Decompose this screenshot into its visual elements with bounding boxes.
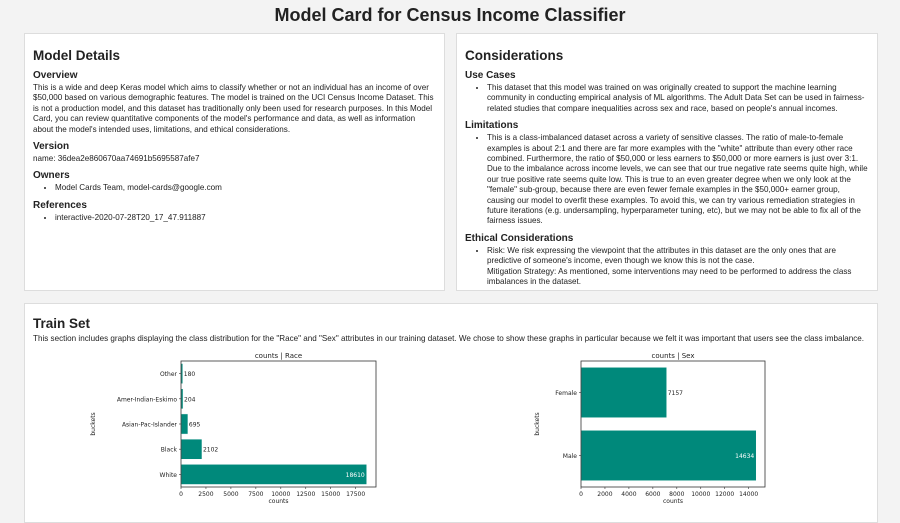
ethical-heading: Ethical Considerations xyxy=(465,232,574,244)
tick-label-x: 8000 xyxy=(669,491,685,498)
limitation-item: • This is a class-imbalanced dataset across a variety of sensitive classes. The ratio of male-to-female examples is about 2:1 and there are far more examples with the "white" attribute than every other race combined. Furthermore, the ratio of $50,000 or less earners to $50,000 or more earners is just over 3:1. Due to the imbalance across income levels, we can see that our true negative rate seems quite high, while our true positive rate seems quite low. This is true to an even greater degree when we only look at the "female" sub-group, because there are even fewer female examples in the $50,000+ earner group, causing our model to overfit these examples. To avoid this, we can try various remediation strategies in future iterations (e.g. undersampling, hyperparameter tuning, etc), but we may not be able to fix all of the fairness issues. xyxy=(487,133,869,227)
owners-heading: Owners xyxy=(33,170,70,182)
x-axis-label: counts xyxy=(268,498,289,505)
use-case-item: • This dataset that this model was trained on was originally created to support the machine learning community in conducting empirical analysis of ML algorithms. The Adult Data Set can be used in fairness-related studies that compare inequalities across sex and race, based on people's annual incomes. xyxy=(487,83,869,114)
tick-label-x: 0 xyxy=(179,491,183,498)
page-title: Model Card for Census Income Classifier xyxy=(274,5,626,25)
y-axis-label: buckets xyxy=(534,412,541,436)
tick-label-x: 2500 xyxy=(198,491,214,498)
race-chart xyxy=(90,350,390,506)
tick-label-x: 5000 xyxy=(223,491,239,498)
data-label: 14634 xyxy=(735,453,755,460)
tick-label-y: White xyxy=(159,471,177,479)
tick-label-x: 2000 xyxy=(597,491,613,498)
y-axis-label: buckets xyxy=(90,412,97,436)
tick-label-x: 15000 xyxy=(321,491,341,498)
tick-label-x: 14000 xyxy=(739,491,759,498)
bar-white xyxy=(181,464,367,484)
ethical-item xyxy=(487,246,869,288)
model-details-card xyxy=(24,33,445,291)
bar-male xyxy=(581,430,756,480)
reference-item: • interactive-2020-07-28T20_17_47.911887 xyxy=(55,213,436,223)
tick-label-y: Black xyxy=(160,446,177,454)
considerations-card xyxy=(456,33,878,291)
overview-text: This is a wide and deep Keras model which aims to classify whether or not an individual has an income of over $50,000 based on various demographic features. The model is trained on the UCI Census Income Dataset. This is not a production model, and this dataset has traditionally only been used for research purposes. In this Model Card, you can review quantitative components of the model's performance and data, as well as information about the model's intended uses, limitations, and ethical considerations. xyxy=(33,83,434,134)
tick-label-x: 0 xyxy=(579,491,583,498)
owner-item: • Model Cards Team, model-cards@google.com xyxy=(55,183,436,193)
tick-label-x: 10000 xyxy=(691,491,711,498)
tick-label-x: 6000 xyxy=(645,491,661,498)
section-heading: Model Details xyxy=(33,48,121,63)
limitations-heading: Limitations xyxy=(465,120,519,132)
mitigation-text: Mitigation Strategy: As mentioned, some interventions may need to be performed to address the class imbalances in the dataset. xyxy=(487,266,852,287)
bar-black xyxy=(181,439,202,459)
data-label: 695 xyxy=(188,421,201,429)
tick-label-y: Male xyxy=(562,453,577,460)
tick-label-y: Other xyxy=(159,371,177,379)
tick-label-x: 7500 xyxy=(248,491,264,498)
data-label: 204 xyxy=(184,396,196,404)
bar-asian-pac-islander xyxy=(181,414,188,434)
tick-label-x: 4000 xyxy=(621,491,637,498)
data-label: 7157 xyxy=(667,390,683,397)
use-cases-heading: Use Cases xyxy=(465,70,516,81)
risk-text: Risk: We risk expressing the viewpoint that the attributes in this dataset are the only ones that are predictive of someone's income, even though we know this is not the case. xyxy=(487,245,836,266)
data-label: 2102 xyxy=(202,446,219,454)
chart-title: counts | Sex xyxy=(651,352,695,360)
data-label: 18610 xyxy=(345,471,365,479)
data-label: 180 xyxy=(183,371,196,379)
sex-chart xyxy=(530,350,780,506)
version-heading: Version xyxy=(33,141,70,153)
train-set-description: This section includes graphs displaying the class distribution for the "Race" and "Sex" attributes in our training dataset. We chose to show these graphs in particular because we felt it was important that users see the class imbalance. xyxy=(33,334,865,343)
tick-label-x: 12000 xyxy=(715,491,735,498)
references-heading: References xyxy=(33,199,87,211)
bar-female xyxy=(581,367,667,417)
section-heading: Considerations xyxy=(465,48,564,63)
chart-title: counts | Race xyxy=(254,352,303,360)
tick-label-x: 12500 xyxy=(296,491,316,498)
tick-label-x: 17500 xyxy=(346,491,366,498)
x-axis-label: counts xyxy=(662,498,684,505)
section-heading: Train Set xyxy=(33,316,91,331)
overview-heading: Overview xyxy=(33,70,78,81)
tick-label-y: Asian-Pac-Islander xyxy=(121,421,177,429)
tick-label-x: 10000 xyxy=(271,491,291,498)
tick-label-y: Amer-Indian-Eskimo xyxy=(116,396,177,404)
version-text: name: 36dea2e860670aa74691b5695587afe7 xyxy=(33,154,200,164)
tick-label-y: Female xyxy=(555,390,577,397)
